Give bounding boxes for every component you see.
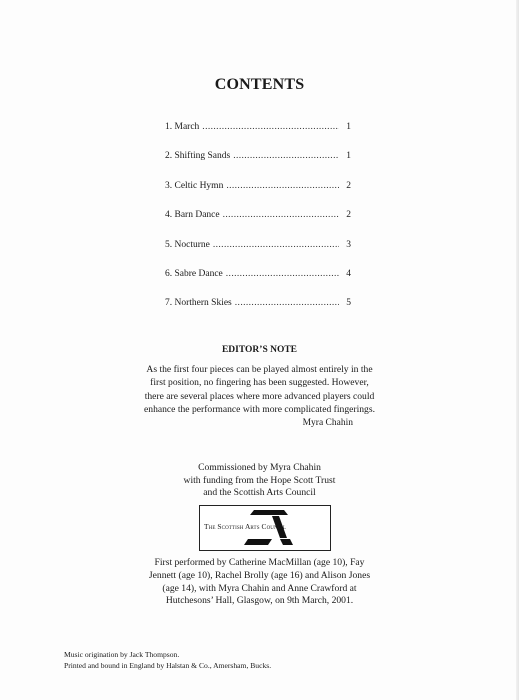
toc-entry-title: 6. Sabre Dance <box>165 268 223 279</box>
premiere-line: Hutchesons’ Hall, Glasgow, on 9th March, 2001. <box>165 595 354 607</box>
logo-text: The Scottish Arts Council <box>204 522 287 531</box>
toc-entry-title: 7. Northern Skies <box>165 298 232 309</box>
premiere-block <box>0 557 519 608</box>
contents-title: CONTENTS <box>214 76 305 93</box>
commission-line: with funding from the Hope Scott Trust <box>183 474 336 486</box>
premiere-line: First performed by Catherine MacMillan (age 10), Fay <box>154 557 365 568</box>
toc-entry <box>165 297 351 326</box>
toc-entry <box>165 209 351 238</box>
toc-entry-page: 1 <box>346 122 351 132</box>
toc-leader-dots <box>235 297 339 309</box>
toc-entry-title: 5. Nocturne <box>165 239 210 250</box>
toc-entry <box>165 180 351 209</box>
toc-entry <box>165 239 351 268</box>
toc-entry <box>165 268 351 297</box>
toc-entry-page: 5 <box>346 298 351 309</box>
editors-note-body <box>132 363 387 416</box>
toc-leader-dots <box>226 268 339 280</box>
toc-entry-page: 4 <box>346 268 351 279</box>
logo-wordmark <box>204 522 326 531</box>
toc-leader-dots <box>223 209 339 221</box>
editors-note-line: first position, no fingering has been suggested. However, <box>150 377 369 389</box>
toc-entry-title: 4. Barn Dance <box>165 210 220 221</box>
editors-note-line: there are several places where more advanced players could <box>144 390 375 402</box>
premiere-line: (age 14), with Myra Chahin and Anne Crawford at <box>162 582 357 594</box>
toc-entry-title: 3. Celtic Hymn <box>165 180 224 191</box>
editors-note-signature: Myra Chahin <box>302 418 353 428</box>
print-credits <box>64 650 271 672</box>
table-of-contents <box>165 121 351 327</box>
toc-entry <box>165 121 351 150</box>
toc-entry-page: 1 <box>346 151 351 162</box>
editors-note-line: enhance the performance with more complicated fingerings. <box>144 403 375 415</box>
commission-block <box>0 462 519 500</box>
commission-line: Commissioned by Myra Chahin <box>198 462 321 473</box>
editors-note-line: As the first four pieces can be played almost entirely in the <box>146 364 373 375</box>
editors-note-heading: EDITOR’S NOTE <box>221 345 298 355</box>
toc-entry <box>165 150 351 179</box>
credit-line: Printed and bound in England by Halstan & Co., Amersham, Bucks. <box>64 660 272 670</box>
toc-entry-title: 1. March <box>165 122 200 132</box>
toc-leader-dots <box>202 121 339 133</box>
toc-entry-page: 2 <box>346 210 351 221</box>
toc-leader-dots <box>213 239 339 251</box>
scottish-arts-council-logo <box>199 505 331 551</box>
toc-entry-page: 3 <box>346 239 351 250</box>
toc-leader-dots <box>233 150 339 162</box>
credit-line: Music origination by Jack Thompson. <box>64 650 180 659</box>
toc-entry-title: 2. Shifting Sands <box>165 151 231 162</box>
toc-leader-dots <box>226 180 339 192</box>
toc-entry-page: 2 <box>346 180 351 191</box>
commission-line: and the Scottish Arts Council <box>203 487 316 499</box>
premiere-line: Jennett (age 10), Rachel Brolly (age 16) and Alison Jones <box>148 569 371 581</box>
